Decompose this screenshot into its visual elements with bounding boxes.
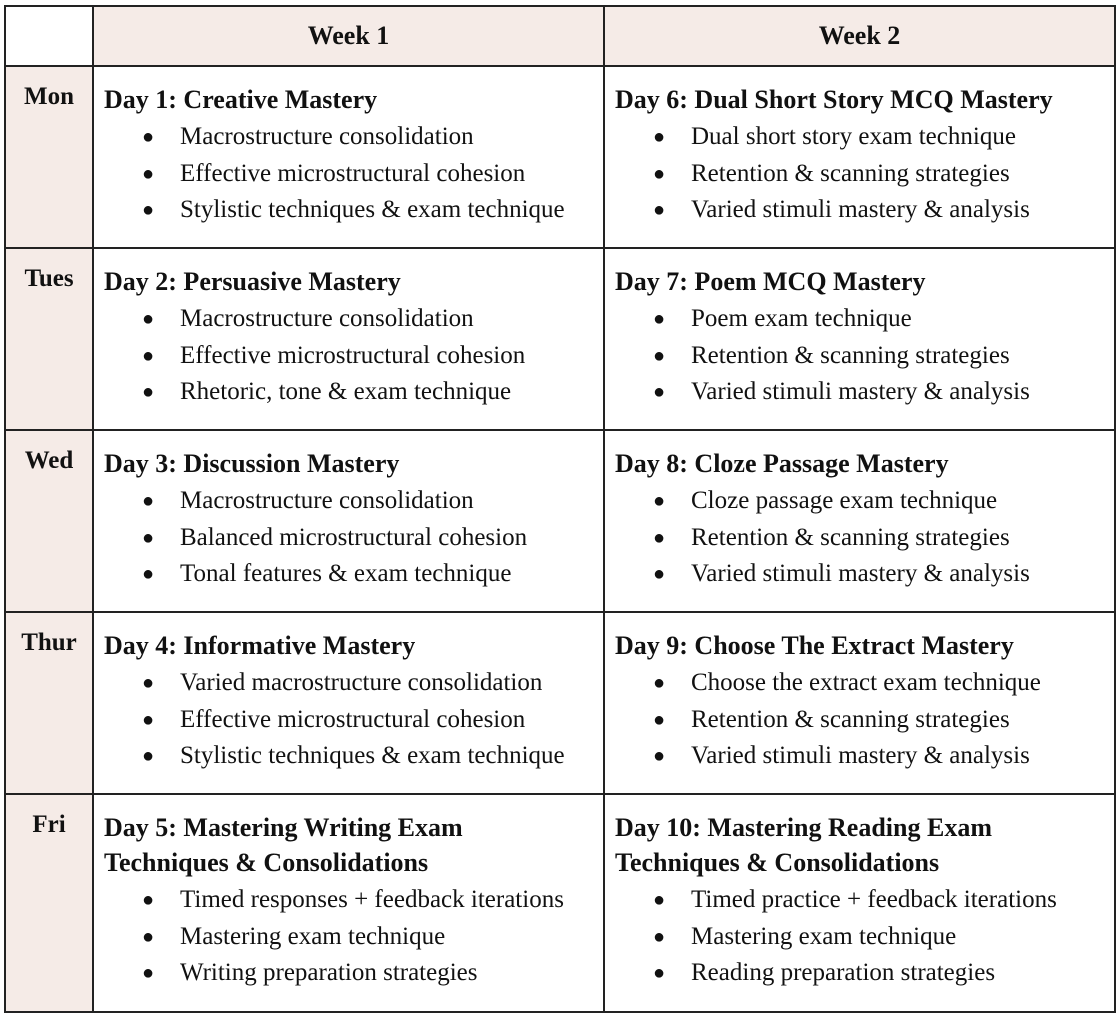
topic-item: ● Retention & scanning strategies [615, 520, 1104, 557]
bullet-icon: ● [142, 308, 155, 330]
day-label: Tues [5, 248, 93, 430]
session-title: Day 2: Persuasive Mastery [104, 267, 401, 296]
bullet-icon: ● [653, 381, 666, 403]
topic-item: ● Reading preparation strategies [615, 955, 1104, 992]
session-title: Day 5: Mastering Writing Exam Techniques & Consolidations [104, 813, 463, 877]
bullet-icon: ● [142, 199, 155, 221]
topic-list [615, 483, 1104, 593]
topic-item: ● Macrostructure consolidation [104, 483, 593, 520]
week-1-cell [93, 612, 604, 794]
week-1-cell [93, 430, 604, 612]
topic-item: ● Timed responses + feedback iterations [104, 882, 593, 919]
bullet-icon: ● [142, 672, 155, 694]
topic-list [104, 483, 593, 593]
bullet-icon: ● [142, 563, 155, 585]
session-title: Day 10: Mastering Reading Exam Techniques & Consolidations [615, 813, 992, 877]
topic-item: ● Choose the extract exam technique [615, 665, 1104, 702]
topic-list [615, 665, 1104, 775]
bullet-icon: ● [142, 925, 155, 948]
bullet-icon: ● [653, 199, 666, 221]
bullet-icon: ● [653, 308, 666, 330]
bullet-icon: ● [653, 889, 666, 911]
topic-list [615, 882, 1104, 992]
topic-item: ● Retention & scanning strategies [615, 338, 1104, 375]
bullet-icon: ● [653, 745, 666, 767]
bullet-icon: ● [653, 490, 666, 512]
bullet-icon: ● [653, 126, 666, 148]
topic-item: ● Effective microstructural cohesion [104, 702, 593, 739]
topic-item: ● Effective microstructural cohesion [104, 338, 593, 375]
bullet-icon: ● [142, 381, 155, 403]
topic-list [615, 119, 1104, 229]
week-1-header: Week 1 [93, 6, 604, 66]
week-2-cell [604, 248, 1115, 430]
session-title: Day 8: Cloze Passage Mastery [615, 449, 949, 478]
schedule-row-wed [5, 430, 1115, 612]
bullet-icon: ● [142, 708, 155, 731]
topic-list [104, 119, 593, 229]
topic-item: ● Cloze passage exam technique [615, 483, 1104, 520]
topic-item: ● Varied stimuli mastery & analysis [615, 556, 1104, 593]
schedule-row-fri [5, 794, 1115, 1012]
session-title: Day 7: Poem MCQ Mastery [615, 267, 926, 296]
week-2-cell [604, 612, 1115, 794]
bullet-icon: ● [653, 344, 666, 367]
session-title: Day 3: Discussion Mastery [104, 449, 400, 478]
topic-item: ● Varied stimuli mastery & analysis [615, 192, 1104, 229]
header-row [5, 6, 1115, 66]
topic-item: ● Mastering exam technique [615, 919, 1104, 956]
day-label: Wed [5, 430, 93, 612]
topic-item: ● Varied macrostructure consolidation [104, 665, 593, 702]
bullet-icon: ● [142, 162, 155, 185]
bullet-icon: ● [142, 490, 155, 512]
topic-item: ● Poem exam technique [615, 301, 1104, 338]
bullet-icon: ● [653, 708, 666, 731]
bullet-icon: ● [653, 526, 666, 549]
bullet-icon: ● [142, 344, 155, 367]
topic-item: ● Varied stimuli mastery & analysis [615, 374, 1104, 411]
topic-item: ● Writing preparation strategies [104, 955, 593, 992]
session-title: Day 1: Creative Mastery [104, 85, 378, 114]
bullet-icon: ● [653, 672, 666, 694]
topic-list [104, 301, 593, 411]
topic-item: ● Macrostructure consolidation [104, 301, 593, 338]
week-1-cell [93, 248, 604, 430]
week-2-header: Week 2 [604, 6, 1115, 66]
schedule-row-mon [5, 66, 1115, 248]
topic-item: ● Balanced microstructural cohesion [104, 520, 593, 557]
bullet-icon: ● [653, 925, 666, 948]
corner-cell [5, 6, 93, 66]
bullet-icon: ● [653, 563, 666, 585]
day-label: Thur [5, 612, 93, 794]
bullet-icon: ● [142, 745, 155, 767]
topic-item: ● Stylistic techniques & exam technique [104, 738, 593, 775]
topic-item: ● Dual short story exam technique [615, 119, 1104, 156]
bullet-icon: ● [142, 889, 155, 911]
topic-item: ● Retention & scanning strategies [615, 156, 1104, 193]
topic-item: ● Varied stimuli mastery & analysis [615, 738, 1104, 775]
week-2-cell [604, 66, 1115, 248]
week-1-cell [93, 66, 604, 248]
bullet-icon: ● [142, 962, 155, 984]
session-title: Day 4: Informative Mastery [104, 631, 416, 660]
session-title: Day 9: Choose The Extract Mastery [615, 631, 1014, 660]
schedule-row-tues [5, 248, 1115, 430]
topic-item: ● Retention & scanning strategies [615, 702, 1104, 739]
topic-item: ● Timed practice + feedback iterations [615, 882, 1104, 919]
bullet-icon: ● [142, 126, 155, 148]
topic-item: ● Rhetoric, tone & exam technique [104, 374, 593, 411]
session-title: Day 6: Dual Short Story MCQ Mastery [615, 85, 1053, 114]
week-2-cell [604, 794, 1115, 1012]
topic-item: ● Stylistic techniques & exam technique [104, 192, 593, 229]
bullet-icon: ● [653, 162, 666, 185]
day-label: Mon [5, 66, 93, 248]
topic-item: ● Mastering exam technique [104, 919, 593, 956]
week-2-cell [604, 430, 1115, 612]
day-label: Fri [5, 794, 93, 1012]
topic-item: ● Tonal features & exam technique [104, 556, 593, 593]
topic-item: ● Effective microstructural cohesion [104, 156, 593, 193]
bullet-icon: ● [142, 526, 155, 549]
schedule-row-thur [5, 612, 1115, 794]
topic-list [104, 882, 593, 992]
week-1-cell [93, 794, 604, 1012]
topic-list [615, 301, 1104, 411]
bullet-icon: ● [653, 962, 666, 984]
topic-item: ● Macrostructure consolidation [104, 119, 593, 156]
schedule-table [4, 5, 1116, 1013]
topic-list [104, 665, 593, 775]
